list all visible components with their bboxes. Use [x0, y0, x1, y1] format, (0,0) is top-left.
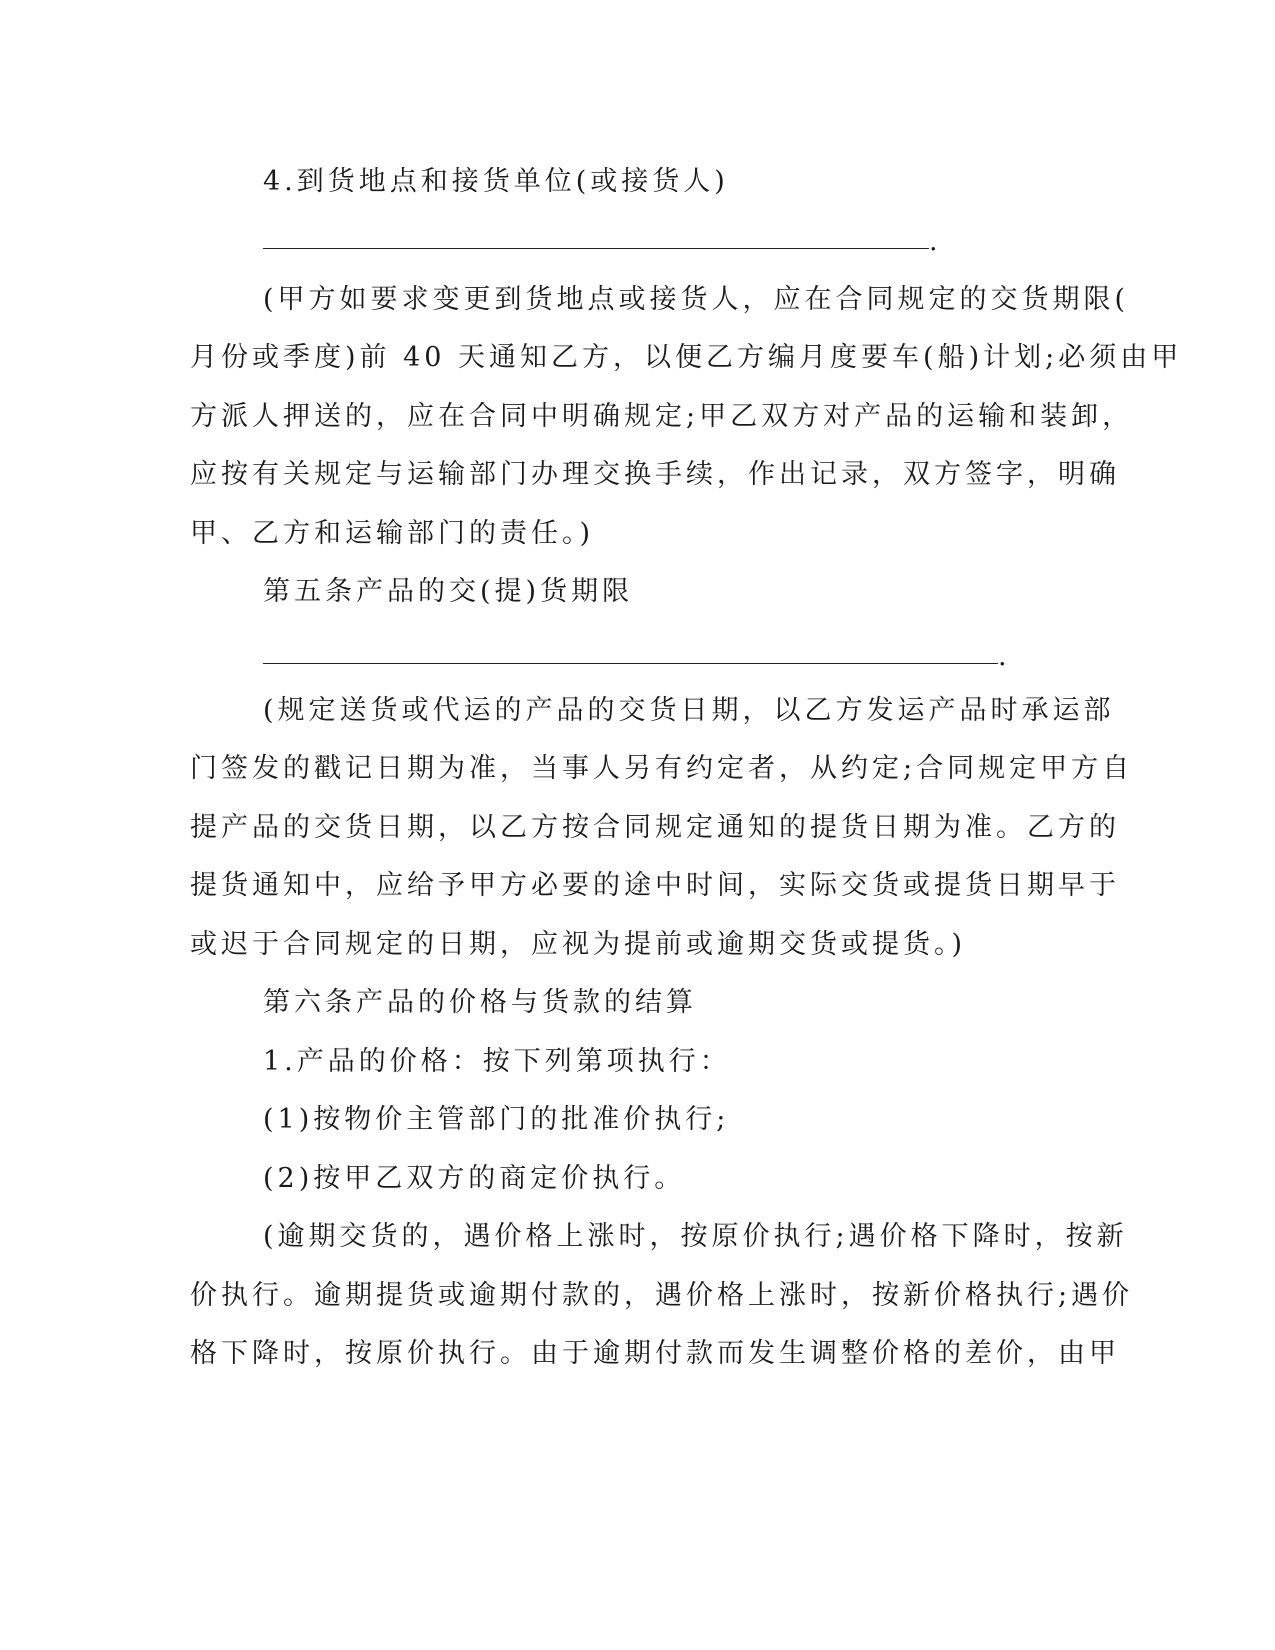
article5-note-line-1: (规定送货或代运的产品的交货日期，以乙方发运产品时承运部	[263, 695, 1115, 726]
article6-title: 第六条产品的价格与货款的结算	[263, 987, 697, 1018]
article5-title: 第五条产品的交(提)货期限	[263, 576, 634, 607]
fill-in-blank-delivery-location	[263, 248, 929, 249]
blank-end-mark: .	[998, 641, 1007, 672]
article5-note-line-4: 提货通知中，应给予甲方必要的途中时间，实际交货或提货日期早于	[190, 870, 1120, 901]
price-note-line-3: 格下降时，按原价执行。由于逾期付款而发生调整价格的差价，由甲	[190, 1338, 1120, 1369]
article5-note-line-5: 或迟于合同规定的日期，应视为提前或逾期交货或提货。)	[190, 929, 967, 960]
article5-note-line-3: 提产品的交货日期，以乙方按合同规定通知的提货日期为准。乙方的	[190, 812, 1120, 843]
item4-note-line-4: 应按有关规定与运输部门办理交换手续，作出记录，双方签字，明确	[190, 459, 1120, 490]
item4-note-line-5: 甲、乙方和运输部门的责任。)	[190, 518, 595, 549]
fill-in-blank-delivery-deadline	[263, 663, 998, 664]
price-item-1: 1.产品的价格：按下列第项执行：	[263, 1046, 731, 1077]
item4-note-line-2: 月份或季度)前 40 天通知乙方，以便乙方编月度要车(船)计划;必须由甲	[190, 342, 1183, 373]
article5-note-line-2: 门签发的戳记日期为准，当事人另有约定者，从约定;合同规定甲方自	[190, 753, 1134, 784]
item4-title: 4.到货地点和接货单位(或接货人)	[263, 166, 729, 197]
price-note-line-2: 价执行。逾期提货或逾期付款的，遇价格上涨时，按新价格执行;遇价	[190, 1280, 1134, 1311]
price-option-2: (2)按甲乙双方的商定价执行。	[263, 1163, 686, 1194]
item4-note-line-3: 方派人押送的，应在合同中明确规定;甲乙双方对产品的运输和装卸，	[190, 401, 1134, 432]
item4-note-line-1: (甲方如要求变更到货地点或接货人，应在合同规定的交货期限(	[263, 284, 1130, 315]
blank-end-mark: .	[929, 226, 938, 257]
price-note-line-1: (逾期交货的，遇价格上涨时，按原价执行;遇价格下降时，按新	[263, 1221, 1128, 1252]
price-option-1: (1)按物价主管部门的批准价执行;	[263, 1104, 730, 1135]
